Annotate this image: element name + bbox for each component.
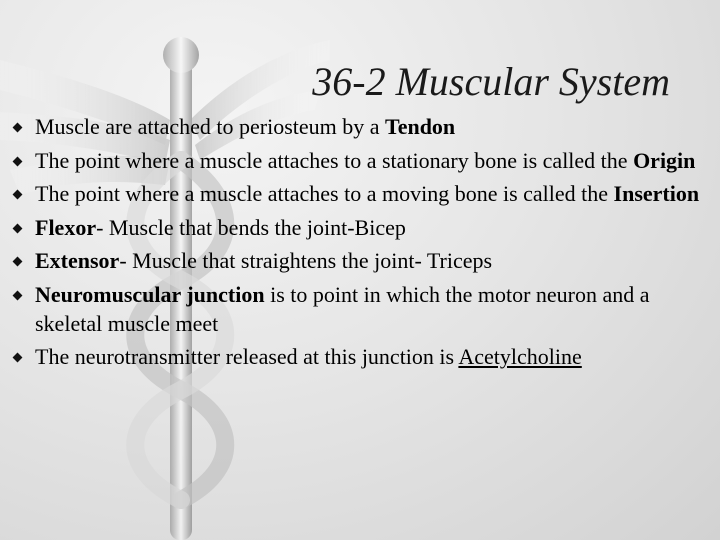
diamond-bullet-icon — [13, 156, 23, 166]
diamond-bullet-icon — [13, 353, 23, 363]
bullet-term: Flexor — [35, 214, 97, 240]
bullet-term: Tendon — [385, 114, 456, 139]
bullet-term: Extensor — [35, 248, 120, 273]
bullet-insertion — [10, 179, 700, 208]
bullet-text: - Muscle that straightens the joint- Triceps — [119, 248, 493, 273]
diamond-bullet-icon — [13, 123, 23, 133]
diamond-bullet-icon — [13, 257, 23, 267]
bullet-extensor — [10, 246, 700, 275]
bullet-text: The point where a muscle attaches to a stationary bone is called the — [35, 147, 634, 173]
bullet-list — [10, 112, 700, 376]
bullet-tendon — [10, 112, 700, 141]
bullet-flexor — [10, 213, 700, 242]
bullet-text: Muscle are attached to periosteum by a — [35, 114, 386, 139]
bullet-text: The neurotransmitter released at this junction is — [35, 344, 459, 369]
bullet-text: - Muscle that bends the joint-Bicep — [96, 214, 406, 240]
diamond-bullet-icon — [13, 290, 23, 300]
bullet-term: Origin — [633, 147, 696, 173]
bullet-text: The point where a muscle attaches to a moving bone is called the — [35, 181, 614, 206]
bullet-text: is to point in which the motor neuron and a skeletal muscle meet — [35, 281, 650, 336]
bullet-neuromuscular-junction — [10, 280, 700, 338]
bullet-neurotransmitter — [10, 342, 700, 371]
diamond-bullet-icon — [13, 190, 23, 200]
slide-title: 36-2 Muscular System — [312, 59, 670, 104]
bullet-term-underlined: Acetylcholine — [458, 344, 582, 369]
bullet-term: Insertion — [613, 181, 700, 206]
bullet-origin — [10, 146, 700, 175]
diamond-bullet-icon — [13, 223, 23, 233]
bullet-term: Neuromuscular junction — [35, 281, 265, 307]
